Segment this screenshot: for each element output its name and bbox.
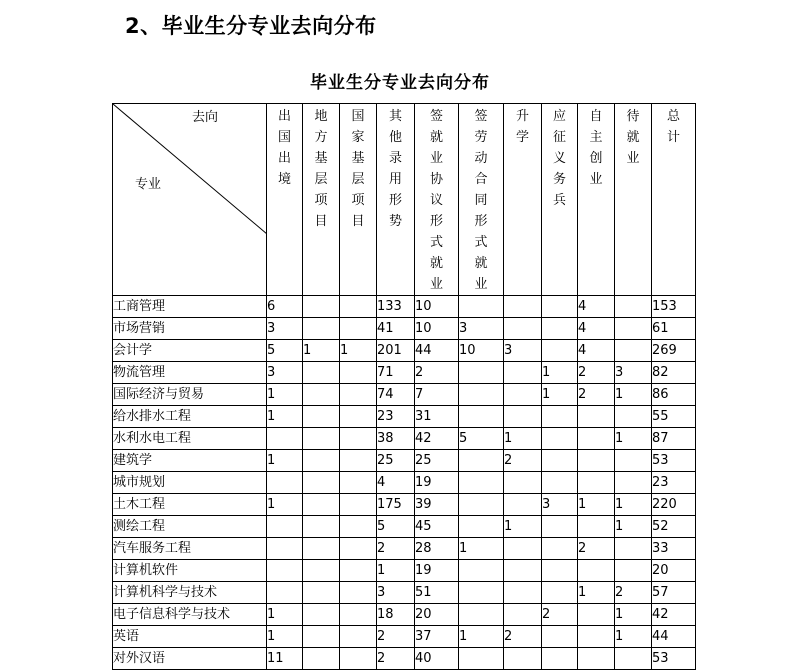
value-cell: 1 [615,626,652,648]
value-cell: 10 [459,340,504,362]
value-cell [303,604,340,626]
value-cell [303,582,340,604]
value-cell [340,362,377,384]
column-header [267,104,303,296]
value-cell: 3 [377,582,415,604]
value-cell [542,340,578,362]
value-cell [340,384,377,406]
major-name-cell: 市场营销 [113,318,267,340]
value-cell [459,384,504,406]
value-cell: 10 [415,296,459,318]
value-cell [578,428,615,450]
value-cell [459,450,504,472]
value-cell [459,648,504,670]
value-cell [615,450,652,472]
value-cell: 3 [459,318,504,340]
value-cell: 5 [267,340,303,362]
table-row [113,626,696,648]
value-cell: 5 [459,428,504,450]
value-cell [303,406,340,428]
value-cell: 3 [267,362,303,384]
value-cell: 18 [377,604,415,626]
value-cell [340,538,377,560]
table-row [113,472,696,494]
value-cell [504,318,542,340]
value-cell: 19 [415,560,459,582]
value-cell: 1 [615,604,652,626]
value-cell [459,494,504,516]
total-cell: 53 [652,450,696,472]
table-row [113,516,696,538]
destination-table [112,103,696,670]
value-cell: 1 [267,384,303,406]
value-cell: 175 [377,494,415,516]
table-row [113,648,696,670]
value-cell: 1 [267,626,303,648]
major-name-cell: 国际经济与贸易 [113,384,267,406]
value-cell: 4 [578,296,615,318]
value-cell [303,472,340,494]
value-cell [340,560,377,582]
major-name-cell: 城市规划 [113,472,267,494]
column-header-label: 自主创业 [589,109,603,187]
value-cell: 1 [267,450,303,472]
value-cell [267,582,303,604]
value-cell: 2 [578,362,615,384]
table-row [113,296,696,318]
value-cell [459,406,504,428]
total-cell: 220 [652,494,696,516]
table-row [113,538,696,560]
value-cell [267,472,303,494]
value-cell [303,538,340,560]
value-cell [504,472,542,494]
value-cell [303,362,340,384]
value-cell: 19 [415,472,459,494]
value-cell: 41 [377,318,415,340]
value-cell: 51 [415,582,459,604]
column-header [615,104,652,296]
total-cell: 269 [652,340,696,362]
value-cell [542,648,578,670]
value-cell [542,472,578,494]
value-cell: 2 [542,604,578,626]
total-cell: 57 [652,582,696,604]
value-cell [542,450,578,472]
value-cell [340,582,377,604]
value-cell: 1 [615,494,652,516]
table-row [113,582,696,604]
value-cell: 5 [377,516,415,538]
value-cell: 44 [415,340,459,362]
table-row [113,362,696,384]
value-cell [504,582,542,604]
value-cell: 25 [377,450,415,472]
table-row [113,604,696,626]
column-header-label: 应征义务兵 [552,109,566,208]
section-heading: 2、毕业生分专业去向分布 [125,14,377,38]
value-cell [459,516,504,538]
value-cell: 201 [377,340,415,362]
corner-label-destination: 去向 [191,110,218,125]
value-cell [267,560,303,582]
value-cell: 1 [542,362,578,384]
value-cell [578,406,615,428]
value-cell: 39 [415,494,459,516]
value-cell [504,494,542,516]
value-cell: 1 [459,626,504,648]
diagonal-divider [113,104,267,234]
value-cell: 37 [415,626,459,648]
value-cell [504,538,542,560]
major-name-cell: 物流管理 [113,362,267,384]
value-cell: 2 [578,538,615,560]
table-body [113,296,696,670]
value-cell: 2 [377,538,415,560]
value-cell [504,384,542,406]
value-cell: 4 [578,318,615,340]
value-cell: 2 [504,450,542,472]
table-row [113,318,696,340]
value-cell [459,362,504,384]
value-cell [615,296,652,318]
value-cell [459,296,504,318]
value-cell: 4 [578,340,615,362]
table-row [113,494,696,516]
column-header-label: 地方基层项目 [314,109,328,229]
value-cell [303,384,340,406]
major-name-cell: 建筑学 [113,450,267,472]
value-cell: 3 [504,340,542,362]
value-cell: 1 [340,340,377,362]
major-name-cell: 会计学 [113,340,267,362]
major-name-cell: 测绘工程 [113,516,267,538]
value-cell [267,428,303,450]
table-row [113,406,696,428]
value-cell: 2 [415,362,459,384]
value-cell [578,626,615,648]
total-cell: 87 [652,428,696,450]
value-cell [542,406,578,428]
column-header-label: 升学 [515,109,529,145]
value-cell: 4 [377,472,415,494]
total-cell: 42 [652,604,696,626]
value-cell: 40 [415,648,459,670]
value-cell [340,494,377,516]
value-cell [340,450,377,472]
value-cell: 1 [578,582,615,604]
value-cell: 45 [415,516,459,538]
value-cell [340,648,377,670]
total-cell: 86 [652,384,696,406]
value-cell: 2 [578,384,615,406]
value-cell: 74 [377,384,415,406]
column-header-label: 其他录用形势 [388,109,402,229]
value-cell [267,516,303,538]
value-cell [542,428,578,450]
total-cell: 82 [652,362,696,384]
table-row [113,384,696,406]
value-cell [303,318,340,340]
value-cell [542,296,578,318]
table-title: 毕业生分专业去向分布 [310,73,490,93]
value-cell [303,494,340,516]
value-cell [504,560,542,582]
value-cell [615,340,652,362]
value-cell: 6 [267,296,303,318]
value-cell: 1 [303,340,340,362]
major-name-cell: 工商管理 [113,296,267,318]
value-cell [303,648,340,670]
value-cell: 71 [377,362,415,384]
column-header [303,104,340,296]
major-name-cell: 计算机科学与技术 [113,582,267,604]
table-row [113,340,696,362]
value-cell [303,560,340,582]
value-cell: 31 [415,406,459,428]
value-cell [542,318,578,340]
value-cell [303,626,340,648]
value-cell [578,560,615,582]
value-cell [303,450,340,472]
column-header [578,104,615,296]
value-cell: 7 [415,384,459,406]
value-cell [504,406,542,428]
value-cell [340,318,377,340]
value-cell [340,472,377,494]
value-cell [542,626,578,648]
value-cell: 28 [415,538,459,560]
value-cell [303,296,340,318]
value-cell [504,296,542,318]
column-header [652,104,696,296]
corner-label-major: 专业 [135,177,162,192]
major-name-cell: 电子信息科学与技术 [113,604,267,626]
value-cell [504,604,542,626]
major-name-cell: 英语 [113,626,267,648]
value-cell: 133 [377,296,415,318]
column-header-label: 出国出境 [277,109,291,187]
value-cell: 23 [377,406,415,428]
value-cell: 2 [615,582,652,604]
value-cell [459,604,504,626]
column-header [459,104,504,296]
value-cell: 2 [504,626,542,648]
value-cell [615,472,652,494]
column-header-label: 国家基层项目 [351,109,365,229]
value-cell: 20 [415,604,459,626]
value-cell [542,538,578,560]
value-cell [615,648,652,670]
major-name-cell: 汽车服务工程 [113,538,267,560]
value-cell: 2 [377,648,415,670]
value-cell: 10 [415,318,459,340]
value-cell [459,560,504,582]
value-cell [340,428,377,450]
value-cell: 1 [542,384,578,406]
value-cell [340,516,377,538]
value-cell: 1 [578,494,615,516]
value-cell [578,450,615,472]
value-cell: 1 [504,428,542,450]
value-cell [615,406,652,428]
value-cell [578,472,615,494]
total-cell: 153 [652,296,696,318]
total-cell: 33 [652,538,696,560]
value-cell [578,648,615,670]
value-cell [459,582,504,604]
column-header [377,104,415,296]
column-header [340,104,377,296]
value-cell: 1 [459,538,504,560]
value-cell [340,296,377,318]
value-cell: 1 [267,406,303,428]
value-cell [615,538,652,560]
value-cell: 3 [615,362,652,384]
column-header [415,104,459,296]
table-row [113,560,696,582]
value-cell: 1 [615,516,652,538]
value-cell [340,406,377,428]
column-header-label: 签就业协议形式就业 [429,109,443,292]
column-header-label: 待就业 [626,109,640,166]
value-cell [542,516,578,538]
value-cell: 38 [377,428,415,450]
value-cell: 1 [504,516,542,538]
value-cell [578,516,615,538]
header-row [113,104,696,296]
corner-header-cell [113,104,267,296]
major-name-cell: 计算机软件 [113,560,267,582]
value-cell [303,428,340,450]
value-cell: 3 [267,318,303,340]
value-cell [459,472,504,494]
value-cell: 42 [415,428,459,450]
column-header [504,104,542,296]
value-cell: 1 [267,604,303,626]
value-cell: 25 [415,450,459,472]
column-header-label: 签劳动合同形式就业 [474,109,488,292]
column-header [542,104,578,296]
major-name-cell: 给水排水工程 [113,406,267,428]
major-name-cell: 水利水电工程 [113,428,267,450]
total-cell: 53 [652,648,696,670]
value-cell [578,604,615,626]
total-cell: 55 [652,406,696,428]
table-row [113,428,696,450]
value-cell [340,604,377,626]
value-cell [504,362,542,384]
total-cell: 20 [652,560,696,582]
major-name-cell: 土木工程 [113,494,267,516]
value-cell: 1 [267,494,303,516]
total-cell: 44 [652,626,696,648]
value-cell [615,318,652,340]
total-cell: 23 [652,472,696,494]
value-cell [504,648,542,670]
value-cell [542,560,578,582]
value-cell [615,560,652,582]
value-cell: 2 [377,626,415,648]
value-cell: 1 [615,384,652,406]
value-cell [542,582,578,604]
value-cell [340,626,377,648]
value-cell: 1 [377,560,415,582]
value-cell [303,516,340,538]
value-cell: 1 [615,428,652,450]
column-header-label: 总计 [666,109,680,145]
major-name-cell: 对外汉语 [113,648,267,670]
total-cell: 52 [652,516,696,538]
value-cell: 3 [542,494,578,516]
value-cell [267,538,303,560]
total-cell: 61 [652,318,696,340]
table-row [113,450,696,472]
value-cell: 11 [267,648,303,670]
